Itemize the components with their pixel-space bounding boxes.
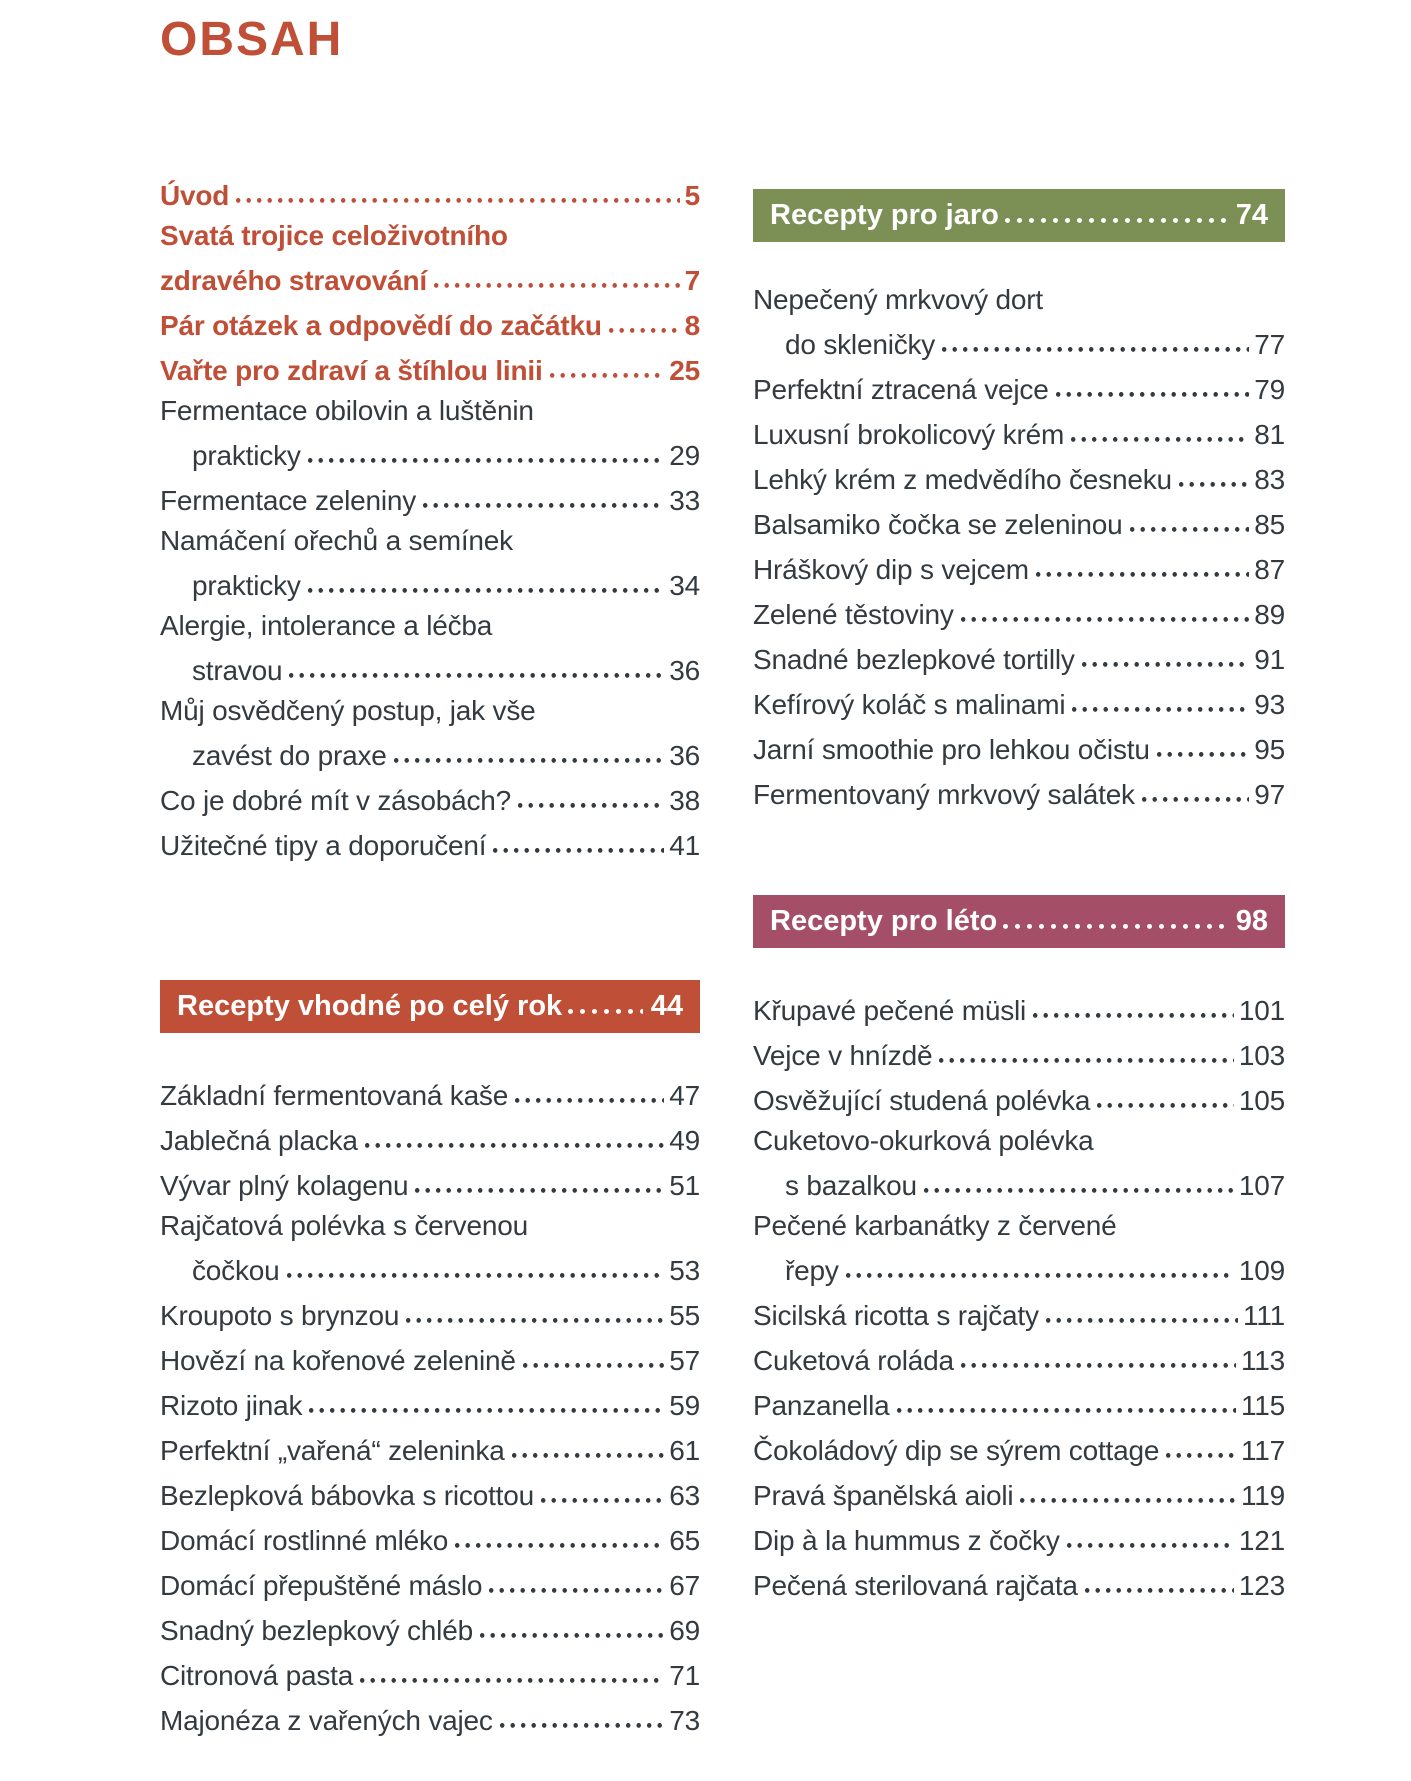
dot-leader <box>415 1161 664 1195</box>
toc-entry-line <box>753 1516 1285 1561</box>
toc-entry-title: Co je dobré mít v zásobách? <box>160 784 512 816</box>
toc-entry <box>160 1206 700 1291</box>
toc-entry-page: 91 <box>1254 643 1285 675</box>
dot-leader <box>1046 1291 1238 1325</box>
toc-entry <box>160 1291 700 1336</box>
toc-entry-title: Můj osvědčený postup, jak vše <box>160 694 536 726</box>
toc-entry-line <box>160 431 700 476</box>
toc-entry-line <box>753 1246 1285 1291</box>
dot-leader <box>1071 410 1249 444</box>
toc-entry-title: Bezlepková bábovka s ricottou <box>160 1479 534 1511</box>
toc-entry-page: 119 <box>1240 1479 1285 1511</box>
toc-entry <box>753 365 1285 410</box>
dot-leader <box>1056 365 1250 399</box>
toc-entry-line <box>160 561 700 606</box>
toc-entry-title: Vejce v hnízdě <box>753 1039 933 1071</box>
toc-entry-title: Vývar plný kolagenu <box>160 1169 409 1201</box>
toc-entry <box>160 776 700 821</box>
toc-entry <box>160 1071 700 1116</box>
toc-entry <box>160 216 700 301</box>
toc-entry-line <box>753 1161 1285 1206</box>
toc-entry-title: Čokoládový dip se sýrem cottage <box>753 1434 1160 1466</box>
toc-entry <box>160 606 700 691</box>
dot-leader <box>360 1651 664 1685</box>
toc-entry-line <box>753 455 1285 500</box>
toc-entry-title: Fermentace obilovin a luštěnin <box>160 394 534 426</box>
toc-entry <box>160 346 700 391</box>
section-banner-dot-leader <box>1003 910 1228 930</box>
dot-leader <box>512 1426 665 1460</box>
toc-entry-title: Perfektní ztracená vejce <box>753 373 1049 405</box>
toc-entry <box>753 1516 1285 1561</box>
toc-entry-title-continued: prakticky <box>192 439 301 471</box>
toc-entry-page: 53 <box>669 1254 700 1286</box>
toc-entry-line <box>753 680 1285 725</box>
toc-entry <box>160 301 700 346</box>
toc-entry-title: Základní fermentovaná kaše <box>160 1079 509 1111</box>
dot-leader <box>480 1606 664 1640</box>
toc-entry <box>160 1336 700 1381</box>
dot-leader <box>236 171 679 205</box>
toc-entry-line <box>753 725 1285 770</box>
dot-leader <box>434 256 680 290</box>
column-right <box>753 171 1285 1606</box>
toc-entry-line <box>160 1161 700 1206</box>
section-banner <box>753 189 1285 242</box>
toc-entry-title: Sicilská ricotta s rajčaty <box>753 1299 1039 1331</box>
toc-entry-page: 33 <box>669 484 700 516</box>
dot-leader <box>961 590 1250 624</box>
toc-entry-line <box>753 1471 1285 1516</box>
toc-entry-title: Rizoto jinak <box>160 1389 303 1421</box>
toc-entry-title: Hovězí na kořenové zelenině <box>160 1344 516 1376</box>
toc-entry-line <box>753 1561 1285 1606</box>
toc-entry-title: Pečená sterilovaná rajčata <box>753 1569 1078 1601</box>
toc-section-list <box>160 1071 700 1741</box>
toc-entry-page: 69 <box>669 1614 700 1646</box>
dot-leader <box>287 1246 665 1280</box>
toc-entry-title: Perfektní „vařená“ zeleninka <box>160 1434 505 1466</box>
toc-entry <box>753 635 1285 680</box>
toc-entry-title: Cuketová roláda <box>753 1344 954 1376</box>
section-banner-label: Recepty vhodné po celý rok <box>177 989 563 1022</box>
dot-leader <box>394 731 665 765</box>
toc-entry-line <box>753 500 1285 545</box>
toc-entry-line <box>160 646 700 691</box>
toc-entry <box>753 1336 1285 1381</box>
toc-entry <box>753 410 1285 455</box>
toc-entry <box>753 725 1285 770</box>
dot-leader <box>523 1336 665 1370</box>
toc-entry <box>160 1471 700 1516</box>
toc-entry-title: Alergie, intolerance a léčba <box>160 609 493 641</box>
toc-entry-line <box>160 1381 700 1426</box>
toc-entry-title: Fermentovaný mrkvový salátek <box>753 778 1135 810</box>
toc-entry-line <box>160 1471 700 1516</box>
toc-entry-title: Rajčatová polévka s červenou <box>160 1209 528 1241</box>
toc-entry-page: 47 <box>669 1079 700 1111</box>
toc-entry <box>753 1471 1285 1516</box>
toc-entry <box>160 1696 700 1741</box>
dot-leader <box>1157 725 1250 759</box>
toc-entry-title: Namáčení ořechů a semínek <box>160 524 513 556</box>
toc-entry-page: 36 <box>669 739 700 771</box>
toc-columns <box>160 171 1291 1741</box>
toc-entry <box>753 770 1285 815</box>
toc-entry <box>160 691 700 776</box>
toc-entry-page: 97 <box>1254 778 1285 810</box>
toc-entry-line <box>160 731 700 776</box>
toc-entry-page: 81 <box>1254 418 1285 450</box>
toc-entry-title-continued: čočkou <box>192 1254 280 1286</box>
dot-leader <box>609 301 680 335</box>
toc-entry-page: 5 <box>684 179 700 211</box>
toc-entry-page: 85 <box>1254 508 1285 540</box>
toc-entry <box>160 476 700 521</box>
toc-entry-title: Majonéza z vařených vajec <box>160 1704 493 1736</box>
toc-entry <box>160 521 700 606</box>
toc-section-list <box>753 280 1285 815</box>
toc-entry-line <box>160 391 700 431</box>
toc-entry <box>160 1426 700 1471</box>
toc-entry-page: 51 <box>669 1169 700 1201</box>
toc-entry-title: Fermentace zeleniny <box>160 484 417 516</box>
toc-entry-page: 77 <box>1254 328 1285 360</box>
toc-entry <box>753 1076 1285 1121</box>
toc-entry-line <box>160 1426 700 1471</box>
toc-entry-title: Cuketovo-okurková polévka <box>753 1124 1094 1156</box>
toc-entry-title: Snadné bezlepkové tortilly <box>753 643 1075 675</box>
dot-leader <box>1130 500 1250 534</box>
dot-leader <box>518 776 664 810</box>
toc-entry-line <box>160 1071 700 1116</box>
toc-entry-page: 61 <box>669 1434 700 1466</box>
toc-entry-page: 107 <box>1238 1169 1285 1201</box>
toc-entry-title: Vařte pro zdraví a štíhlou linii <box>160 354 543 386</box>
toc-entry-line <box>753 280 1285 320</box>
toc-entry-line <box>753 635 1285 680</box>
toc-entry-line <box>753 1076 1285 1121</box>
toc-entry-line <box>160 1336 700 1381</box>
dot-leader <box>309 1381 664 1415</box>
toc-entry-page: 117 <box>1240 1434 1285 1466</box>
dot-leader <box>308 431 665 465</box>
toc-entry-page: 115 <box>1240 1389 1285 1421</box>
dot-leader <box>942 320 1249 354</box>
dot-leader <box>1142 770 1249 804</box>
toc-entry-page: 71 <box>669 1659 700 1691</box>
toc-entry-line <box>160 171 700 216</box>
toc-entry <box>753 1381 1285 1426</box>
dot-leader <box>1085 1561 1234 1595</box>
toc-entry <box>753 590 1285 635</box>
section-banner-page: 74 <box>1235 198 1268 231</box>
dot-leader <box>493 821 664 855</box>
section-banner-dot-leader <box>568 995 643 1015</box>
toc-entry <box>753 545 1285 590</box>
dot-leader <box>365 1116 664 1150</box>
toc-entry <box>753 1121 1285 1206</box>
toc-entry-page: 36 <box>669 654 700 686</box>
toc-entry-line <box>160 1206 700 1246</box>
section-banner <box>753 895 1285 948</box>
dot-leader <box>515 1071 664 1105</box>
toc-entry-page: 121 <box>1238 1524 1285 1556</box>
toc-entry-page: 55 <box>669 1299 700 1331</box>
toc-entry <box>160 1381 700 1426</box>
toc-entry-page: 65 <box>669 1524 700 1556</box>
toc-entry-line <box>160 476 700 521</box>
section-banner-label: Recepty pro léto <box>770 904 998 937</box>
toc-entry-line <box>753 770 1285 815</box>
toc-entry-title: Pravá španělská aioli <box>753 1479 1014 1511</box>
toc-entry <box>753 680 1285 725</box>
dot-leader <box>1020 1471 1236 1505</box>
toc-entry-title-continued: stravou <box>192 654 283 686</box>
toc-entry <box>160 1516 700 1561</box>
toc-entry-line <box>753 1031 1285 1076</box>
toc-entry-title: Balsamiko čočka se zeleninou <box>753 508 1123 540</box>
toc-entry-page: 113 <box>1240 1344 1285 1376</box>
toc-entry <box>160 391 700 476</box>
dot-leader <box>924 1161 1234 1195</box>
toc-entry-page: 57 <box>669 1344 700 1376</box>
toc-entry-line <box>753 1426 1285 1471</box>
toc-entry-title: Luxusní brokolicový krém <box>753 418 1065 450</box>
toc-entry-title-continued: zavést do praxe <box>192 739 387 771</box>
toc-entry-title: Kroupoto s brynzou <box>160 1299 400 1331</box>
toc-entry-title: Křupavé pečené müsli <box>753 994 1027 1026</box>
toc-entry-title: Domácí rostlinné mléko <box>160 1524 449 1556</box>
toc-entry-line <box>160 691 700 731</box>
dot-leader <box>1033 986 1234 1020</box>
toc-entry-page: 89 <box>1254 598 1285 630</box>
toc-entry <box>160 1651 700 1696</box>
dot-leader <box>489 1561 664 1595</box>
section-banner-page: 44 <box>650 989 683 1022</box>
toc-entry-page: 87 <box>1254 553 1285 585</box>
toc-entry-title-continued: prakticky <box>192 569 301 601</box>
toc-entry-line <box>160 1651 700 1696</box>
toc-entry-page: 95 <box>1254 733 1285 765</box>
toc-entry-line <box>753 1206 1285 1246</box>
toc-entry-line <box>160 346 700 391</box>
toc-entry-page: 67 <box>669 1569 700 1601</box>
toc-entry <box>753 1206 1285 1291</box>
toc-entry-title: Osvěžující studená polévka <box>753 1084 1091 1116</box>
toc-entry <box>160 1161 700 1206</box>
toc-entry-line <box>753 320 1285 365</box>
toc-entry-title: Pár otázek a odpovědí do začátku <box>160 309 602 341</box>
section-banner-dot-leader <box>1005 204 1228 224</box>
dot-leader <box>1166 1426 1236 1460</box>
dot-leader <box>897 1381 1236 1415</box>
toc-entry-line <box>160 216 700 256</box>
toc-entry-line <box>753 1336 1285 1381</box>
toc-entry-page: 101 <box>1238 994 1285 1026</box>
dot-leader <box>423 476 664 510</box>
toc-entry-line <box>753 410 1285 455</box>
toc-entry <box>160 171 700 216</box>
toc-entry-title: Svatá trojice celoživotního <box>160 219 508 251</box>
toc-entry-line <box>160 1246 700 1291</box>
toc-entry <box>160 1116 700 1161</box>
toc-entry-title: Domácí přepuštěné máslo <box>160 1569 483 1601</box>
toc-entry-page: 7 <box>684 264 700 296</box>
toc-entry-title-continued: řepy <box>785 1254 839 1286</box>
toc-entry-title: Nepečený mrkvový dort <box>753 283 1043 315</box>
dot-leader <box>846 1246 1234 1280</box>
toc-entry-page: 29 <box>669 439 700 471</box>
toc-entry-page: 41 <box>669 829 700 861</box>
dot-leader <box>939 1031 1234 1065</box>
toc-entry-line <box>753 590 1285 635</box>
dot-leader <box>1082 635 1250 669</box>
toc-entry-line <box>160 1116 700 1161</box>
toc-entry-page: 103 <box>1238 1039 1285 1071</box>
section-banner <box>160 980 700 1033</box>
toc-entry <box>753 500 1285 545</box>
toc-entry-page: 59 <box>669 1389 700 1421</box>
toc-entry-page: 38 <box>669 784 700 816</box>
toc-entry-line <box>160 1561 700 1606</box>
toc-entry-line <box>160 301 700 346</box>
dot-leader <box>1179 455 1249 489</box>
toc-entry-title: Jablečná placka <box>160 1124 358 1156</box>
toc-entry-page: 109 <box>1238 1254 1285 1286</box>
toc-entry <box>753 1031 1285 1076</box>
toc-entry <box>160 1606 700 1651</box>
toc-entry-line <box>160 1606 700 1651</box>
toc-entry-page: 25 <box>669 354 700 386</box>
toc-entry-line <box>160 256 700 301</box>
toc-entry-page: 73 <box>669 1704 700 1736</box>
toc-entry-title-continued: s bazalkou <box>785 1169 917 1201</box>
dot-leader <box>961 1336 1236 1370</box>
toc-entry-page: 8 <box>684 309 700 341</box>
dot-leader <box>500 1696 665 1730</box>
toc-entry-line <box>160 606 700 646</box>
toc-entry-title: Dip à la hummus z čočky <box>753 1524 1060 1556</box>
toc-entry-page: 105 <box>1238 1084 1285 1116</box>
toc-entry-title: Panzanella <box>753 1389 890 1421</box>
toc-entry-line <box>160 776 700 821</box>
dot-leader <box>455 1516 664 1550</box>
dot-leader <box>1097 1076 1234 1110</box>
toc-entry-page: 123 <box>1238 1569 1285 1601</box>
toc-entry-page: 111 <box>1243 1299 1285 1331</box>
toc-entry-title: Snadný bezlepkový chléb <box>160 1614 473 1646</box>
dot-leader <box>550 346 665 380</box>
toc-entry-title: Citronová pasta <box>160 1659 354 1691</box>
toc-entry-title: Kefírový koláč s malinami <box>753 688 1066 720</box>
toc-entry-title: Jarní smoothie pro lehkou očistu <box>753 733 1150 765</box>
toc-entry-line <box>160 1516 700 1561</box>
section-banner-label: Recepty pro jaro <box>770 198 999 231</box>
column-left <box>160 171 700 1741</box>
toc-entry-title: Užitečné tipy a doporučení <box>160 829 487 861</box>
toc-entry-line <box>753 545 1285 590</box>
toc-entry-line <box>753 1381 1285 1426</box>
dot-leader <box>1036 545 1249 579</box>
toc-entry <box>753 280 1285 365</box>
toc-entry-page: 79 <box>1254 373 1285 405</box>
toc-section-list <box>160 171 700 866</box>
page-title: OBSAH <box>160 13 344 66</box>
toc-entry-line <box>160 521 700 561</box>
toc-entry <box>753 1561 1285 1606</box>
toc-entry-title: Hráškový dip s vejcem <box>753 553 1029 585</box>
toc-section-list <box>753 986 1285 1606</box>
toc-entry-page: 93 <box>1254 688 1285 720</box>
toc-entry-page: 83 <box>1254 463 1285 495</box>
toc-entry-title: Lehký krém z medvědího česneku <box>753 463 1172 495</box>
toc-entry-line <box>753 1121 1285 1161</box>
toc-entry <box>753 455 1285 500</box>
toc-entry <box>753 1426 1285 1471</box>
toc-entry-title: Úvod <box>160 179 230 211</box>
toc-entry-line <box>753 1291 1285 1336</box>
toc-entry-title-continued: zdravého stravování <box>160 264 427 296</box>
toc-entry <box>753 1291 1285 1336</box>
toc-entry <box>160 1561 700 1606</box>
dot-leader <box>1067 1516 1234 1550</box>
toc-entry-line <box>753 365 1285 410</box>
toc-entry-line <box>160 1291 700 1336</box>
toc-entry-title: Pečené karbanátky z červené <box>753 1209 1117 1241</box>
toc-entry-title: Zelené těstoviny <box>753 598 954 630</box>
dot-leader <box>406 1291 664 1325</box>
toc-entry <box>160 821 700 866</box>
dot-leader <box>541 1471 664 1505</box>
toc-entry-page: 49 <box>669 1124 700 1156</box>
dot-leader <box>1072 680 1249 714</box>
toc-entry-line <box>753 986 1285 1031</box>
toc-entry-title-continued: do skleničky <box>785 328 936 360</box>
toc-entry-line <box>160 821 700 866</box>
toc-entry <box>753 986 1285 1031</box>
toc-entry-line <box>160 1696 700 1741</box>
toc-entry-page: 34 <box>669 569 700 601</box>
section-banner-page: 98 <box>1235 904 1268 937</box>
dot-leader <box>289 646 664 680</box>
dot-leader <box>308 561 665 595</box>
toc-entry-page: 63 <box>669 1479 700 1511</box>
